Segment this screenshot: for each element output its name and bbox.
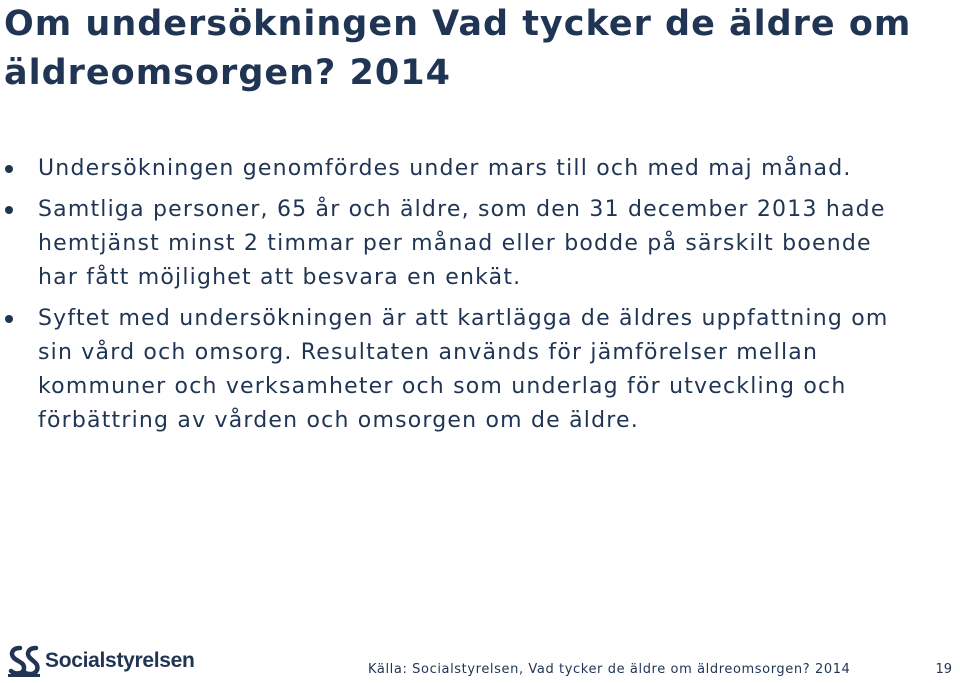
- bullet-text: Undersökningen genomfördes under mars till och med maj månad.: [38, 156, 852, 181]
- slide-title: Om undersökningen Vad tycker de äldre om äldreomsorgen? 2014: [4, 4, 912, 93]
- bullet-item: [0, 302, 900, 438]
- bullet-dot-icon: [5, 315, 13, 323]
- logo-text: Socialstyrelsen: [45, 649, 195, 672]
- bullet-list: [0, 152, 900, 445]
- source-citation: Källa: Socialstyrelsen, Vad tycker de äldre om äldreomsorgen? 2014: [368, 662, 851, 677]
- bullet-item: [0, 152, 900, 186]
- socialstyrelsen-logo: [6, 643, 195, 679]
- page-number: 19: [935, 662, 952, 677]
- socialstyrelsen-emblem-icon: [6, 644, 42, 678]
- bullet-text: Samtliga personer, 65 år och äldre, som den 31 december 2013 hade hemtjänst minst 2 timmar per månad eller bodde på särskilt boende har fått möjlighet att besvara en enkät.: [38, 197, 886, 290]
- bullet-dot-icon: [5, 206, 13, 214]
- bullet-dot-icon: [5, 165, 13, 173]
- bullet-text: Syftet med undersökningen är att kartlägga de äldres uppfattning om sin vård och omsorg. Resultaten används för jämförelser mellan kommuner och verksamheter och som underlag för utveckling och förbättring av vården och omsorgen om de äldre.: [38, 306, 889, 433]
- bullet-item: [0, 193, 900, 295]
